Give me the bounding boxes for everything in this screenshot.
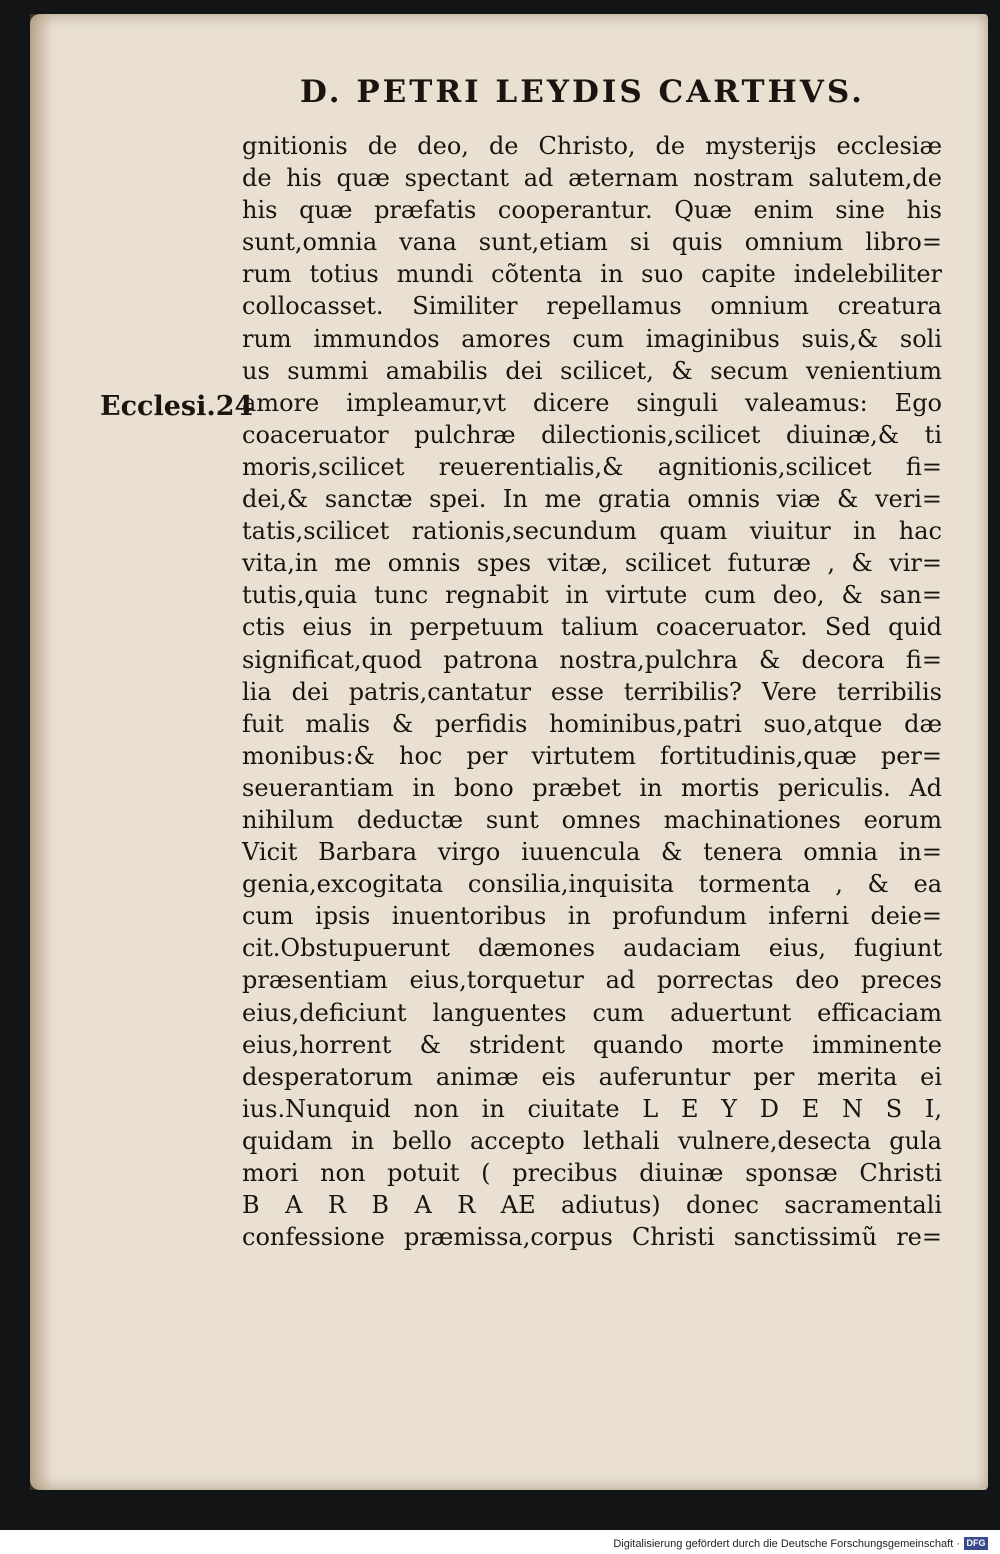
text-line: præsentiam eius,torquetur ad porrectas deo preces xyxy=(242,966,942,995)
text-line: seuerantiam in bono præbet in mortis periculis. Ad xyxy=(242,773,942,802)
text-line: rum totius mundi cõtenta in suo capite indelebiliter xyxy=(242,260,942,289)
running-head: D. PETRI LEYDIS CARTHVS. xyxy=(300,74,865,110)
text-line: eius,deficiunt languentes cum aduertunt efficaciam xyxy=(242,998,942,1027)
text-line: amore impleamur,vt dicere singuli valeamus: Ego xyxy=(242,388,942,417)
text-line: dei,& sanctæ spei. In me gratia omnis viæ & veri= xyxy=(242,485,942,514)
text-line: genia,excogitata consilia,inquisita tormenta , & ea xyxy=(242,870,942,899)
text-line: tatis,scilicet rationis,secundum quam viuitur in hac xyxy=(242,517,942,546)
text-line: ctis eius in perpetuum talium coaceruator. Sed quid xyxy=(242,613,942,642)
text-line: nihilum deductæ sunt omnes machinationes eorum xyxy=(242,805,942,834)
text-line: gnitionis de deo, de Christo, de mysterijs ecclesiæ xyxy=(242,132,942,160)
text-line: Vicit Barbara virgo iuuencula & tenera omnia in= xyxy=(242,838,942,867)
footer-credit: Digitalisierung gefördert durch die Deutsche Forschungsgemeinschaft · xyxy=(613,1538,960,1550)
main-text-block xyxy=(242,130,942,1253)
text-line: eius,horrent & strident quando morte imminente xyxy=(242,1030,942,1059)
text-line: lia dei patris,cantatur esse terribilis? Vere terribilis xyxy=(242,677,942,706)
text-line: ius.Nunquid non in ciuitate L E Y D E N S I, xyxy=(242,1094,942,1123)
dfg-logo-icon: DFG xyxy=(964,1537,988,1550)
text-line: mori non potuit ( precibus diuinæ sponsæ Christi xyxy=(242,1159,942,1187)
margin-note: Ecclesi.24 xyxy=(100,391,254,422)
text-line: fuit malis & perfidis hominibus,patri suo,atque dæ xyxy=(242,709,942,738)
text-line: his quæ præfatis cooperantur. Quæ enim sine his xyxy=(242,196,942,225)
text-line: us summi amabilis dei scilicet, & secum venientium xyxy=(242,356,942,385)
text-line: collocasset. Similiter repellamus omnium creatura xyxy=(242,292,942,321)
text-line: cum ipsis inuentoribus in profundum inferni deie= xyxy=(242,902,942,931)
text-line: monibus:& hoc per virtutem fortitudinis,quæ per= xyxy=(242,741,942,770)
text-line: confessione præmissa,corpus Christi sanctissimũ re= xyxy=(242,1223,942,1252)
text-line: de his quæ spectant ad æternam nostram salutem,de xyxy=(242,164,942,193)
text-line: significat,quod patrona nostra,pulchra & decora fi= xyxy=(242,645,942,674)
text-line: quidam in bello accepto lethali vulnere,desecta gula xyxy=(242,1126,942,1155)
text-line: tutis,quia tunc regnabit in virtute cum deo, & san= xyxy=(242,581,942,610)
text-line: vita,in me omnis spes vitæ, scilicet futuræ , & vir= xyxy=(242,549,942,578)
text-line: B A R B A R AE adiutus) donec sacramentali xyxy=(242,1191,942,1220)
text-line: desperatorum animæ eis auferuntur per merita ei xyxy=(242,1062,942,1091)
page-gutter-shadow xyxy=(30,14,52,1490)
text-line: coaceruator pulchræ dilectionis,scilicet diuinæ,& ti xyxy=(242,420,942,449)
text-line: rum immundos amores cum imaginibus suis,& soli xyxy=(242,324,942,353)
text-line: cit.Obstupuerunt dæmones audaciam eius, fugiunt xyxy=(242,934,942,963)
text-line: moris,scilicet reuerentialis,& agnitionis,scilicet fi= xyxy=(242,452,942,481)
text-line: sunt,omnia vana sunt,etiam si quis omnium libro= xyxy=(242,228,942,257)
